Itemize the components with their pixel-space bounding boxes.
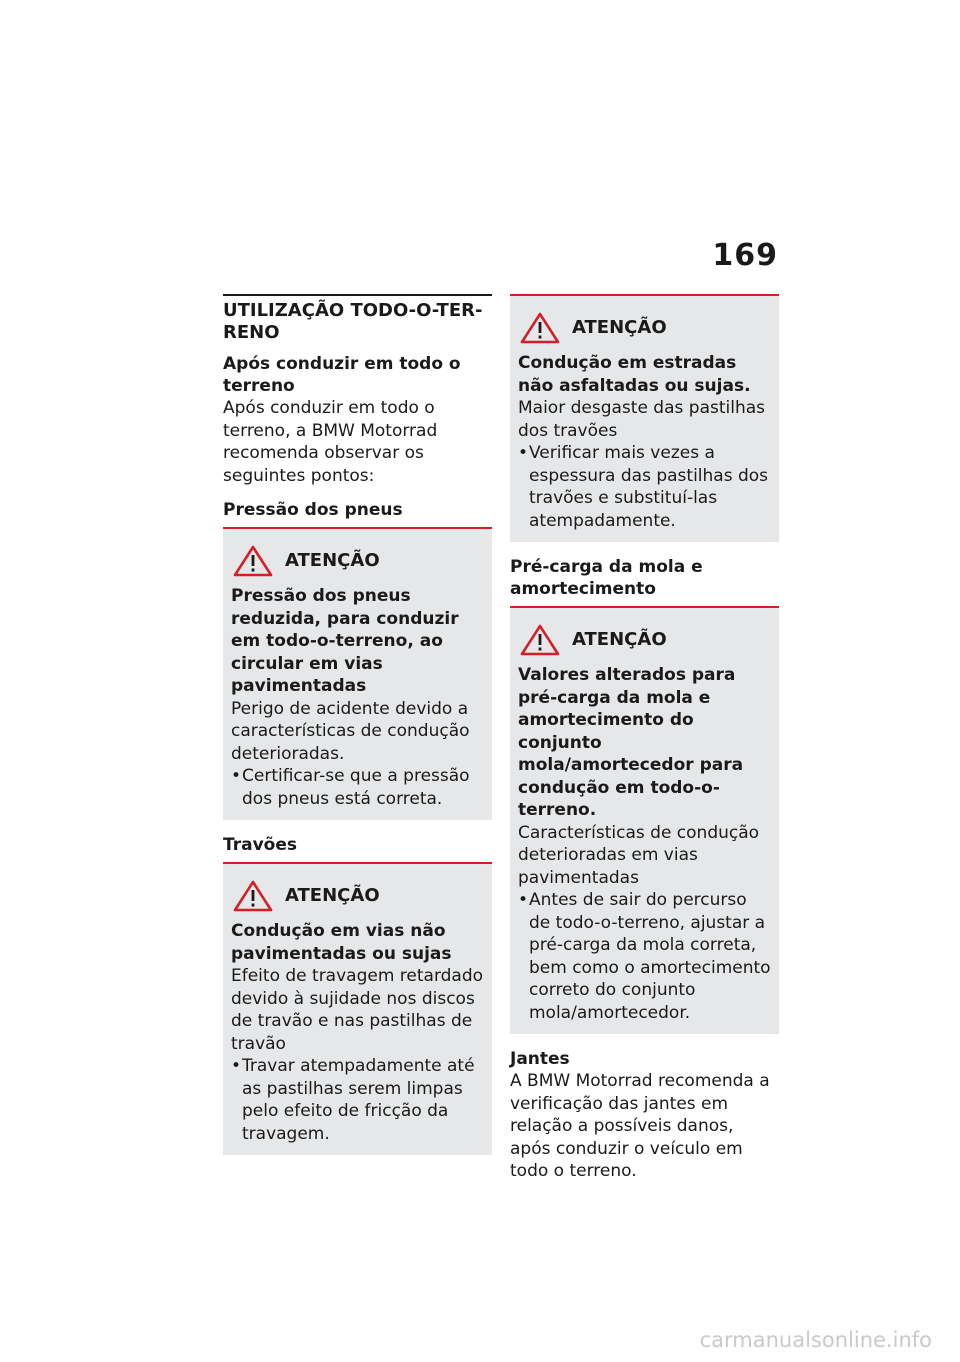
warning-bold-text: Valores alterados para pré-carga da mola e amortecimento do conjunto mola/amortecedor para condução em todo-o-terreno.	[518, 665, 744, 820]
warning-bullet-text: Verificar mais vezes a espessura das pastilhas dos travões e substituí-las atempadamente.	[529, 443, 769, 531]
warning-title: ATENÇÃO	[572, 317, 667, 338]
warning-triangle-icon	[233, 545, 273, 577]
warning-header	[231, 545, 484, 577]
warning-triangle-icon	[233, 880, 273, 912]
warning-text: Perigo de acidente devido a características de condução deterioradas.	[231, 698, 470, 764]
warning-header	[518, 312, 771, 344]
intro-heading: Após conduzir em todo o terreno	[223, 354, 461, 396]
warning-triangle-icon	[520, 312, 560, 344]
warning-title: ATENÇÃO	[285, 885, 380, 906]
warning-bullet: • Travar atempadamente até as pastilhas serem limpas pelo efeito de fricção da travagem.	[231, 1055, 484, 1145]
warning-text: Maior desgaste das pastilhas dos travões	[518, 398, 765, 441]
right-column	[510, 294, 779, 1195]
warning-bullet: • Verificar mais vezes a espessura das pastilhas dos travões e substituí-las atempadamente.	[518, 442, 771, 532]
warning-text: Efeito de travagem retardado devido à sujidade nos discos de travão e nas pastilhas de travão	[231, 966, 484, 1054]
warning-bold-text: Pressão dos pneus reduzida, para conduzir em todo-o-terreno, ao circular em vias pavimentadas	[231, 586, 459, 696]
brakes-heading: Travões	[223, 835, 297, 855]
warning-header	[518, 624, 771, 656]
watermark: carmanualsonline.info	[699, 1328, 932, 1352]
warning-bullet-text: Travar atempadamente até as pastilhas serem limpas pelo efeito de fricção da travagem.	[242, 1056, 475, 1144]
section-title	[223, 294, 492, 344]
rims-text: A BMW Motorrad recomenda a verificação das jantes em relação a possíveis danos, após conduzir o veículo em todo o terreno.	[510, 1071, 770, 1181]
warning-bullet-text: Certificar-se que a pressão dos pneus está correta.	[242, 766, 470, 809]
spring-preload-warning	[510, 606, 779, 1034]
warning-bullet: • Antes de sair do percurso de todo-o-terreno, ajustar a pré-carga da mola correta, bem como o amortecimento correto do conjunto mola/amortecedor.	[518, 890, 771, 1023]
tyre-pressure-warning	[223, 527, 492, 820]
rims-heading: Jantes	[510, 1049, 570, 1069]
warning-bullet: • Certificar-se que a pressão dos pneus está correta.	[231, 765, 484, 810]
warning-title: ATENÇÃO	[285, 550, 380, 571]
tyre-pressure-heading: Pressão dos pneus	[223, 500, 403, 520]
brakes-warning	[223, 862, 492, 1155]
warning-bold-text: Condução em vias não pavimentadas ou sujas	[231, 921, 452, 964]
warning-bullet-text: Antes de sair do percurso de todo-o-terreno, ajustar a pré-carga da mola correta, bem como o amortecimento correto do conjunto mola/amortecedor.	[529, 890, 771, 1023]
warning-triangle-icon	[520, 624, 560, 656]
spring-preload-heading: Pré-carga da mola e amortecimento	[510, 557, 703, 599]
warning-text: Características de condução deterioradas em vias pavimentadas	[518, 822, 760, 888]
section-title-line2: RENO	[223, 322, 280, 343]
warning-header	[231, 880, 484, 912]
unpaved-roads-warning	[510, 294, 779, 542]
warning-bold-text: Condução em estradas não asfaltadas ou sujas.	[518, 353, 751, 396]
page-number: 169	[712, 238, 778, 273]
left-column	[223, 294, 492, 1169]
intro-text: Após conduzir em todo o terreno, a BMW Motorrad recomenda observar os seguintes pontos:	[223, 398, 438, 486]
warning-title: ATENÇÃO	[572, 629, 667, 650]
section-title-line1: UTILIZAÇÃO TODO-O-TER-	[223, 300, 483, 321]
